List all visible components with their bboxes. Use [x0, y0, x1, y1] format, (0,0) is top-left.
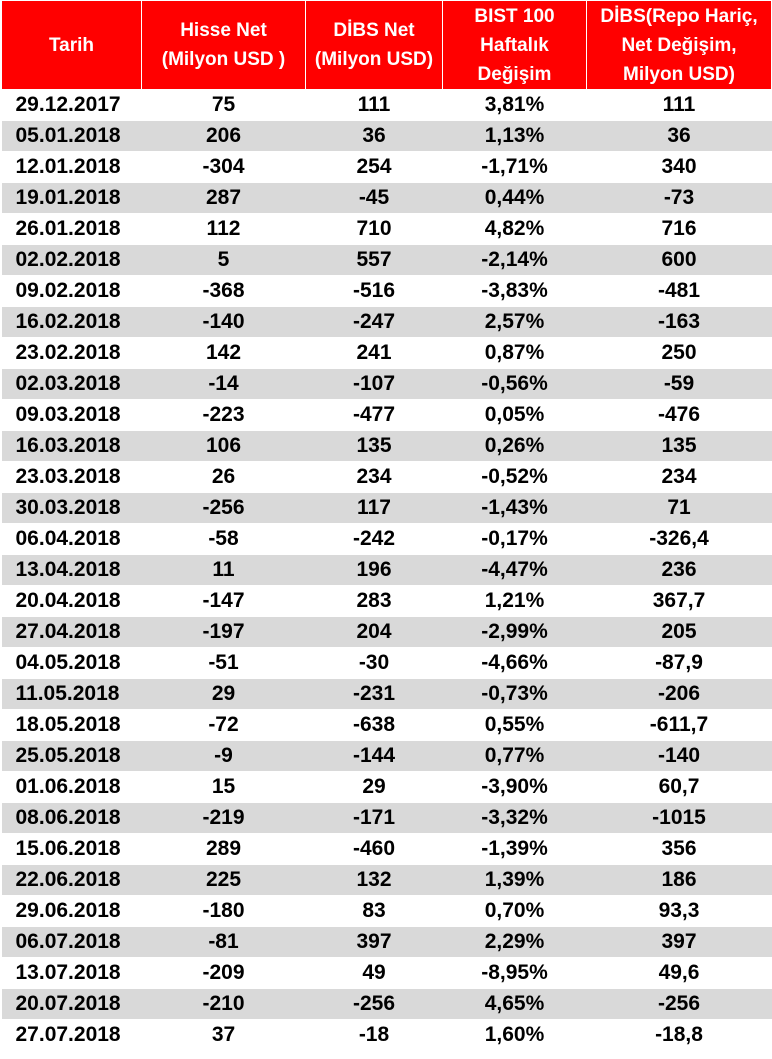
cell-dibs-repo-excl: -326,4	[587, 524, 772, 555]
cell-dibs-repo-excl: 236	[587, 555, 772, 586]
cell-bist-change: 1,13%	[443, 121, 587, 152]
cell-dibs-repo-excl: -481	[587, 276, 772, 307]
cell-dibs-repo-excl: 600	[587, 245, 772, 276]
cell-hisse-net: 287	[142, 183, 306, 214]
cell-hisse-net: -304	[142, 152, 306, 183]
cell-date: 02.02.2018	[2, 245, 142, 276]
cell-dibs-net: 254	[306, 152, 443, 183]
cell-dibs-repo-excl: -476	[587, 400, 772, 431]
table-row	[2, 214, 772, 245]
cell-dibs-net: -231	[306, 679, 443, 710]
cell-dibs-net: -171	[306, 803, 443, 834]
header-dibs-repo-excl	[587, 1, 772, 90]
cell-hisse-net: -14	[142, 369, 306, 400]
cell-dibs-repo-excl: -611,7	[587, 710, 772, 741]
cell-hisse-net: -51	[142, 648, 306, 679]
table-row	[2, 462, 772, 493]
cell-hisse-net: -58	[142, 524, 306, 555]
cell-dibs-net: 196	[306, 555, 443, 586]
cell-date: 26.01.2018	[2, 214, 142, 245]
cell-bist-change: -1,39%	[443, 834, 587, 865]
table-row	[2, 896, 772, 927]
table-row	[2, 152, 772, 183]
cell-bist-change: 2,57%	[443, 307, 587, 338]
cell-bist-change: 0,70%	[443, 896, 587, 927]
cell-date: 29.12.2017	[2, 90, 142, 121]
cell-hisse-net: -209	[142, 958, 306, 989]
header-date: Tarih	[2, 1, 142, 90]
cell-dibs-net: 135	[306, 431, 443, 462]
cell-date: 27.04.2018	[2, 617, 142, 648]
cell-bist-change: -0,56%	[443, 369, 587, 400]
cell-dibs-repo-excl: -140	[587, 741, 772, 772]
cell-hisse-net: -197	[142, 617, 306, 648]
cell-hisse-net: 289	[142, 834, 306, 865]
cell-bist-change: 0,55%	[443, 710, 587, 741]
table-row	[2, 617, 772, 648]
cell-hisse-net: 75	[142, 90, 306, 121]
flows-table	[1, 0, 772, 1051]
cell-bist-change: 1,21%	[443, 586, 587, 617]
cell-date: 02.03.2018	[2, 369, 142, 400]
cell-bist-change: 4,82%	[443, 214, 587, 245]
cell-hisse-net: 206	[142, 121, 306, 152]
cell-date: 22.06.2018	[2, 865, 142, 896]
header-line: DİBS Net	[333, 20, 415, 41]
cell-dibs-net: 83	[306, 896, 443, 927]
cell-bist-change: 3,81%	[443, 90, 587, 121]
cell-bist-change: -0,73%	[443, 679, 587, 710]
cell-date: 06.07.2018	[2, 927, 142, 958]
cell-dibs-repo-excl: 135	[587, 431, 772, 462]
cell-date: 08.06.2018	[2, 803, 142, 834]
table-row	[2, 90, 772, 121]
table-row	[2, 338, 772, 369]
cell-hisse-net: -256	[142, 493, 306, 524]
cell-bist-change: -2,14%	[443, 245, 587, 276]
cell-date: 04.05.2018	[2, 648, 142, 679]
cell-dibs-net: -18	[306, 1020, 443, 1051]
cell-dibs-net: 132	[306, 865, 443, 896]
cell-bist-change: -1,43%	[443, 493, 587, 524]
cell-dibs-net: 283	[306, 586, 443, 617]
cell-date: 27.07.2018	[2, 1020, 142, 1051]
cell-bist-change: -4,47%	[443, 555, 587, 586]
cell-dibs-net: 710	[306, 214, 443, 245]
cell-bist-change: -3,32%	[443, 803, 587, 834]
cell-date: 15.06.2018	[2, 834, 142, 865]
cell-bist-change: 4,65%	[443, 989, 587, 1020]
cell-hisse-net: 112	[142, 214, 306, 245]
table-body	[2, 90, 772, 1051]
table-row	[2, 803, 772, 834]
cell-date: 23.03.2018	[2, 462, 142, 493]
cell-hisse-net: -219	[142, 803, 306, 834]
cell-date: 20.07.2018	[2, 989, 142, 1020]
cell-dibs-repo-excl: 186	[587, 865, 772, 896]
table-row	[2, 276, 772, 307]
cell-dibs-repo-excl: -59	[587, 369, 772, 400]
header-line: (Milyon USD)	[314, 49, 434, 70]
cell-dibs-repo-excl: -163	[587, 307, 772, 338]
cell-dibs-net: 234	[306, 462, 443, 493]
table-row	[2, 927, 772, 958]
cell-hisse-net: -223	[142, 400, 306, 431]
cell-date: 06.04.2018	[2, 524, 142, 555]
cell-dibs-net: 557	[306, 245, 443, 276]
cell-hisse-net: 29	[142, 679, 306, 710]
table-row	[2, 121, 772, 152]
header-line: Hisse Net	[180, 20, 267, 41]
cell-date: 01.06.2018	[2, 772, 142, 803]
cell-hisse-net: -210	[142, 989, 306, 1020]
cell-bist-change: 1,39%	[443, 865, 587, 896]
cell-dibs-net: -477	[306, 400, 443, 431]
cell-date: 18.05.2018	[2, 710, 142, 741]
cell-hisse-net: -180	[142, 896, 306, 927]
cell-date: 12.01.2018	[2, 152, 142, 183]
cell-bist-change: -8,95%	[443, 958, 587, 989]
cell-dibs-net: -256	[306, 989, 443, 1020]
header-line: BIST 100	[474, 5, 555, 27]
cell-hisse-net: 142	[142, 338, 306, 369]
cell-bist-change: 2,29%	[443, 927, 587, 958]
cell-hisse-net: 106	[142, 431, 306, 462]
cell-dibs-net: 397	[306, 927, 443, 958]
cell-date: 13.07.2018	[2, 958, 142, 989]
header-hisse-net	[142, 1, 306, 90]
cell-bist-change: -0,52%	[443, 462, 587, 493]
cell-bist-change: 0,05%	[443, 400, 587, 431]
cell-dibs-repo-excl: 356	[587, 834, 772, 865]
cell-dibs-repo-excl: 340	[587, 152, 772, 183]
table-row	[2, 431, 772, 462]
cell-dibs-repo-excl: 250	[587, 338, 772, 369]
cell-date: 11.05.2018	[2, 679, 142, 710]
cell-dibs-net: -30	[306, 648, 443, 679]
cell-date: 19.01.2018	[2, 183, 142, 214]
cell-hisse-net: -81	[142, 927, 306, 958]
table-row	[2, 1020, 772, 1051]
cell-bist-change: -3,83%	[443, 276, 587, 307]
cell-bist-change: -2,99%	[443, 617, 587, 648]
cell-date: 25.05.2018	[2, 741, 142, 772]
cell-dibs-net: 111	[306, 90, 443, 121]
cell-bist-change: -3,90%	[443, 772, 587, 803]
cell-dibs-repo-excl: 60,7	[587, 772, 772, 803]
cell-dibs-net: -638	[306, 710, 443, 741]
table-row	[2, 245, 772, 276]
cell-dibs-repo-excl: 397	[587, 927, 772, 958]
cell-bist-change: 1,60%	[443, 1020, 587, 1051]
cell-bist-change: 0,87%	[443, 338, 587, 369]
cell-dibs-repo-excl: 49,6	[587, 958, 772, 989]
cell-date: 29.06.2018	[2, 896, 142, 927]
cell-dibs-net: -144	[306, 741, 443, 772]
cell-dibs-repo-excl: 36	[587, 121, 772, 152]
cell-dibs-repo-excl: 367,7	[587, 586, 772, 617]
cell-date: 05.01.2018	[2, 121, 142, 152]
cell-dibs-net: 49	[306, 958, 443, 989]
table-row	[2, 307, 772, 338]
table-row	[2, 400, 772, 431]
cell-dibs-repo-excl: 71	[587, 493, 772, 524]
header-bist-change	[443, 1, 587, 90]
cell-date: 30.03.2018	[2, 493, 142, 524]
header-line: Haftalık	[480, 34, 549, 56]
table-row	[2, 555, 772, 586]
cell-bist-change: 0,44%	[443, 183, 587, 214]
cell-dibs-repo-excl: -1015	[587, 803, 772, 834]
cell-dibs-net: -107	[306, 369, 443, 400]
cell-date: 16.02.2018	[2, 307, 142, 338]
cell-hisse-net: -368	[142, 276, 306, 307]
cell-date: 20.04.2018	[2, 586, 142, 617]
cell-dibs-net: 241	[306, 338, 443, 369]
table-row	[2, 679, 772, 710]
table-row	[2, 958, 772, 989]
cell-dibs-repo-excl: 716	[587, 214, 772, 245]
cell-dibs-repo-excl: -73	[587, 183, 772, 214]
table-row	[2, 586, 772, 617]
cell-dibs-net: 204	[306, 617, 443, 648]
header-line: (Milyon USD )	[161, 49, 286, 70]
cell-hisse-net: 26	[142, 462, 306, 493]
cell-hisse-net: 11	[142, 555, 306, 586]
cell-dibs-repo-excl: -87,9	[587, 648, 772, 679]
cell-dibs-repo-excl: -206	[587, 679, 772, 710]
cell-hisse-net: -140	[142, 307, 306, 338]
header-dibs-net	[306, 1, 443, 90]
table-row	[2, 648, 772, 679]
table-row	[2, 524, 772, 555]
header-row	[2, 1, 772, 90]
cell-hisse-net: 15	[142, 772, 306, 803]
cell-hisse-net: 225	[142, 865, 306, 896]
table-row	[2, 183, 772, 214]
cell-dibs-repo-excl: 205	[587, 617, 772, 648]
cell-date: 13.04.2018	[2, 555, 142, 586]
table-row	[2, 741, 772, 772]
header-line: Değişim	[477, 63, 552, 85]
cell-bist-change: -4,66%	[443, 648, 587, 679]
cell-date: 16.03.2018	[2, 431, 142, 462]
cell-dibs-repo-excl: 93,3	[587, 896, 772, 927]
cell-dibs-net: 36	[306, 121, 443, 152]
table-row	[2, 834, 772, 865]
cell-dibs-repo-excl: 234	[587, 462, 772, 493]
header-line: DİBS(Repo Hariç,	[600, 5, 758, 27]
cell-dibs-net: -460	[306, 834, 443, 865]
cell-hisse-net: 37	[142, 1020, 306, 1051]
table-row	[2, 772, 772, 803]
cell-bist-change: 0,26%	[443, 431, 587, 462]
table-row	[2, 493, 772, 524]
cell-dibs-net: -242	[306, 524, 443, 555]
cell-dibs-repo-excl: -256	[587, 989, 772, 1020]
cell-dibs-repo-excl: 111	[587, 90, 772, 121]
cell-dibs-net: 117	[306, 493, 443, 524]
cell-hisse-net: -72	[142, 710, 306, 741]
table-row	[2, 710, 772, 741]
table-row	[2, 369, 772, 400]
cell-dibs-net: 29	[306, 772, 443, 803]
table-header	[2, 1, 772, 90]
cell-dibs-repo-excl: -18,8	[587, 1020, 772, 1051]
cell-date: 09.03.2018	[2, 400, 142, 431]
cell-dibs-net: -516	[306, 276, 443, 307]
cell-bist-change: -0,17%	[443, 524, 587, 555]
cell-date: 23.02.2018	[2, 338, 142, 369]
cell-dibs-net: -45	[306, 183, 443, 214]
cell-bist-change: 0,77%	[443, 741, 587, 772]
cell-hisse-net: -9	[142, 741, 306, 772]
cell-hisse-net: -147	[142, 586, 306, 617]
header-line: Net Değişim,	[621, 34, 737, 56]
cell-bist-change: -1,71%	[443, 152, 587, 183]
cell-dibs-net: -247	[306, 307, 443, 338]
table-row	[2, 989, 772, 1020]
header-line: Milyon USD)	[623, 63, 735, 85]
table-row	[2, 865, 772, 896]
cell-date: 09.02.2018	[2, 276, 142, 307]
cell-hisse-net: 5	[142, 245, 306, 276]
